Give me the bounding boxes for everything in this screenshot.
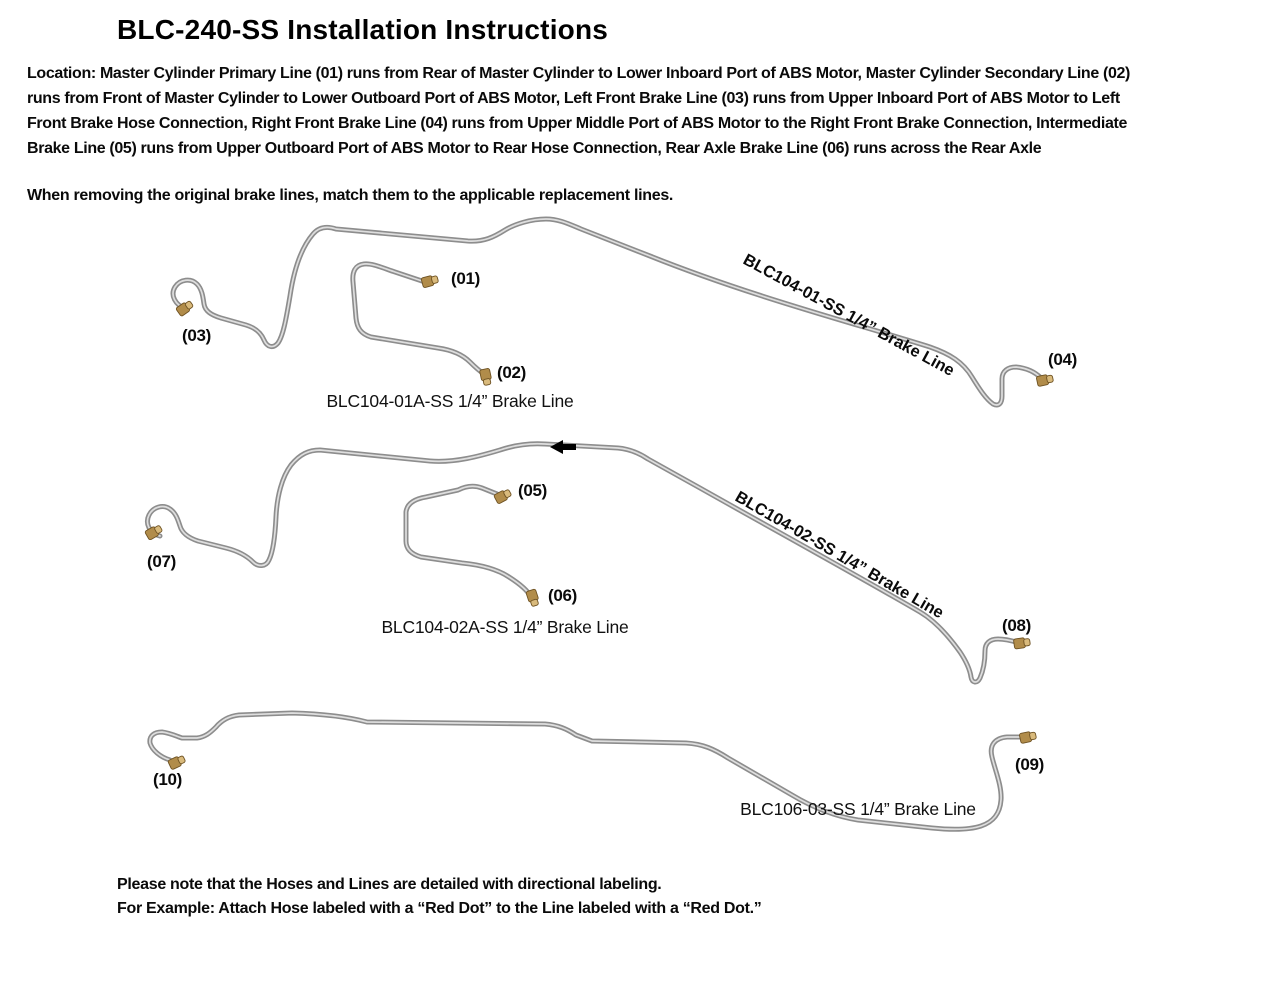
page-title: BLC-240-SS Installation Instructions (117, 14, 609, 45)
fitting-01-icon (421, 274, 439, 288)
fitting-10-icon (168, 754, 187, 770)
fitting-09-icon (1019, 730, 1037, 743)
location-paragraph-line-4: Brake Line (05) runs from Upper Outboard Port of ABS Motor to Rear Hose Connection, Rear Axle Brake Line (06) runs across the Rear Axle (27, 140, 1042, 157)
brake-line-assembly-2 (147, 440, 1019, 682)
caption-line1: BLC104-01A-SS 1/4” Brake Line (326, 391, 574, 411)
footer-note-line-1: Please note that the Hoses and Lines are detailed with directional labeling. (117, 876, 662, 893)
location-paragraph-line-2: runs from Front of Master Cylinder to Lower Outboard Port of ABS Motor, Left Front Brake Line (03) runs from Upper Inboard Port of ABS Motor to Left (27, 90, 1120, 107)
caption-line2: BLC104-02A-SS 1/4” Brake Line (381, 617, 629, 637)
fitting-08-icon (1013, 637, 1030, 649)
callout-08: (08) (1002, 616, 1032, 635)
fitting-06-icon (526, 589, 540, 607)
diagonal-label-line2: BLC104-02-SS 1/4” Brake Line (732, 487, 947, 623)
callout-06: (06) (548, 586, 578, 605)
footer-note-line-2: For Example: Attach Hose labeled with a “Red Dot” to the Line labeled with a “Red Dot.” (117, 900, 762, 917)
caption-line3: BLC106-03-SS 1/4” Brake Line (740, 799, 976, 819)
callout-02: (02) (497, 363, 527, 382)
brake-line-assembly-1 (173, 219, 1045, 405)
diagonal-label-line1: BLC104-01-SS 1/4” Brake Line (740, 250, 958, 380)
callout-01: (01) (451, 269, 481, 288)
tube-line-05-to-06 (406, 486, 531, 597)
callout-09: (09) (1015, 755, 1045, 774)
removal-note: When removing the original brake lines, match them to the applicable replacement lines. (27, 187, 674, 204)
fitting-05-icon (494, 488, 513, 504)
callout-03: (03) (182, 326, 212, 345)
location-paragraph-line-1: Location: Master Cylinder Primary Line (01) runs from Rear of Master Cylinder to Lower Inboard Port of ABS Motor, Master Cylinder Secondary Line (02) (27, 65, 1131, 82)
location-paragraph-line-3: Front Brake Hose Connection, Right Front Brake Line (04) runs from Upper Middle Port of ABS Motor to the Right Front Brake Connection, Intermediate (27, 115, 1128, 132)
callout-10: (10) (153, 770, 183, 789)
tube-line-07-to-08 (147, 444, 1019, 682)
callout-07: (07) (147, 552, 177, 571)
callout-04: (04) (1048, 350, 1078, 369)
fitting-02-icon (479, 368, 492, 386)
callout-05: (05) (518, 481, 548, 500)
